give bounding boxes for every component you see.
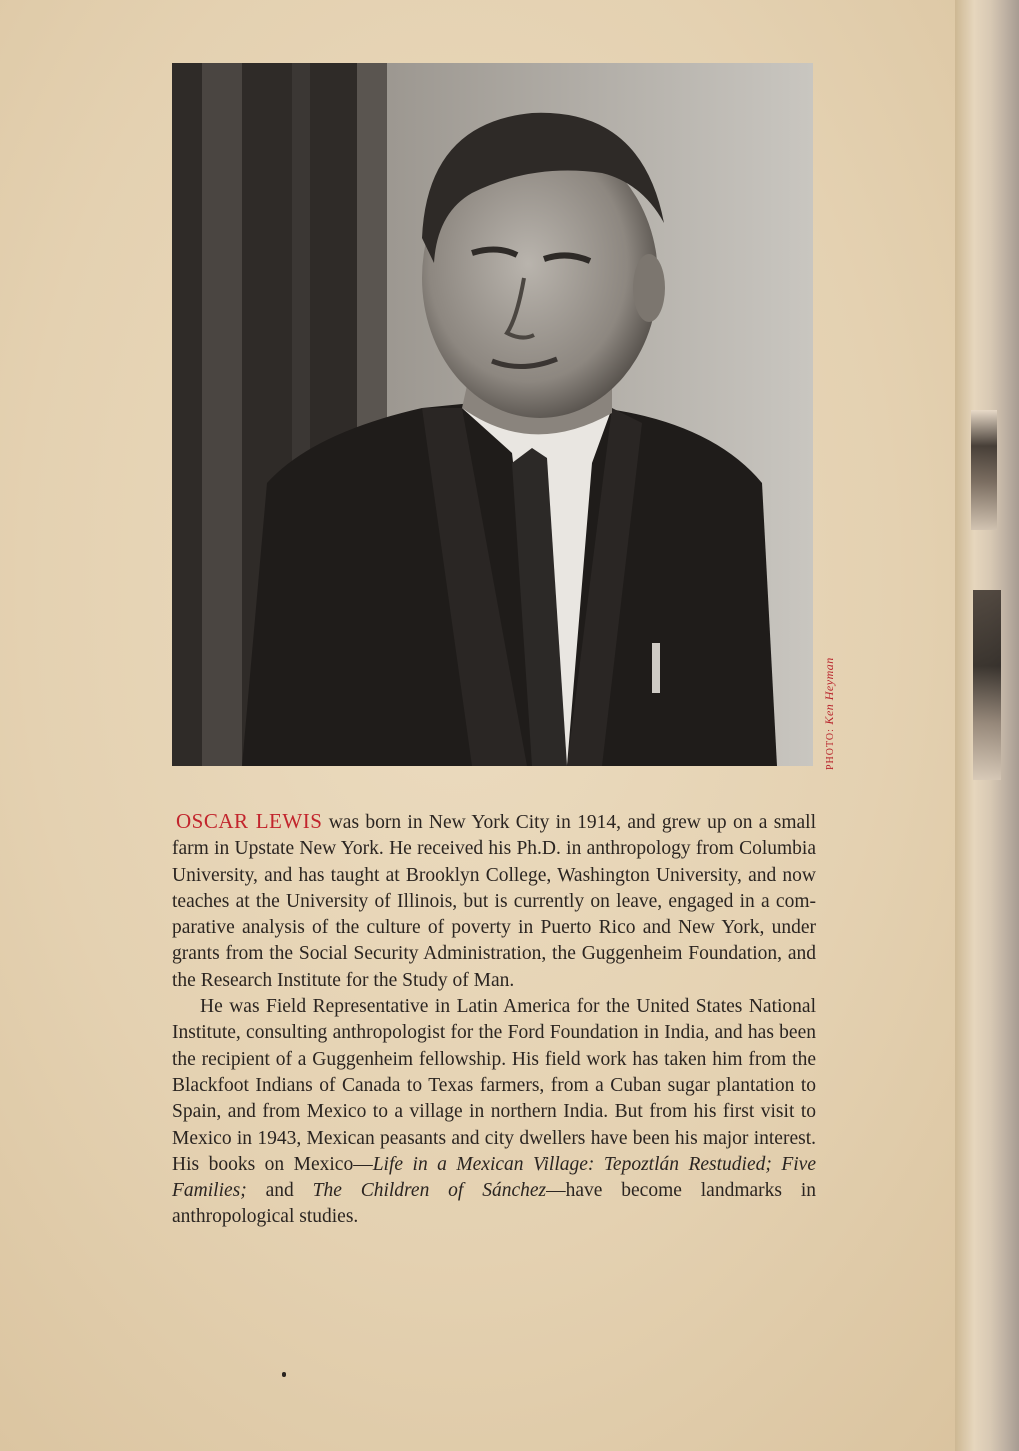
photo-credit-label: PHOTO: [825, 728, 836, 770]
photo-credit [822, 590, 842, 770]
author-biography [172, 808, 816, 1231]
book-title-1: Life in a Mexican Village: Tepoztlán Restudied; Five Families; [172, 1153, 816, 1202]
portrait-photo-icon [172, 63, 813, 766]
bio-paragraph-1 [172, 808, 816, 994]
author-name: OSCAR LEWIS [176, 809, 323, 833]
bio-and: and [246, 1180, 313, 1202]
bio-paragraph-2 [172, 994, 816, 1231]
bio-paragraph-2-text: He was Field Representative in Latin America for the United States National Institute, consulting anthropologist for the Ford Foundation in India, and has been the recipient of a Guggenheim fellowship. His field work has taken him from the Blackfoot Indians of Canada to Texas farmers, from a Cuban sugar plantation to Spain, and from Mexico to a village in northern India. But from his first visit to Mexico in 1943, Mexican peasants and city dwellers have been his major interest. His books on Mexico— [172, 996, 816, 1175]
spine-image-fragment [973, 590, 1001, 780]
photo-credit-name: Ken Heyman [822, 657, 836, 725]
spine-image-fragment [971, 410, 997, 530]
bio-paragraph-1-text: was born in New York City in 1914, and grew up on a small farm in Upstate New York. He received his Ph.D. in anthropology from Columbia University, and has taught at Brooklyn College, Washington University, and now teaches at the University of Illinois, but is currently on leave, engaged in a comparative analysis of the culture of poverty in Puerto Rico and New York, under grants from the Social Security Administration, the Guggenheim Foundation, and the Research Institute for the Study of Man. [172, 812, 816, 991]
author-portrait-photo [172, 63, 813, 766]
bio-paragraph-2-end: —have become landmarks in anthropological studies. [172, 1180, 817, 1228]
paper-speck [282, 1372, 286, 1377]
book-title-2: The Children of Sánchez [312, 1180, 547, 1202]
